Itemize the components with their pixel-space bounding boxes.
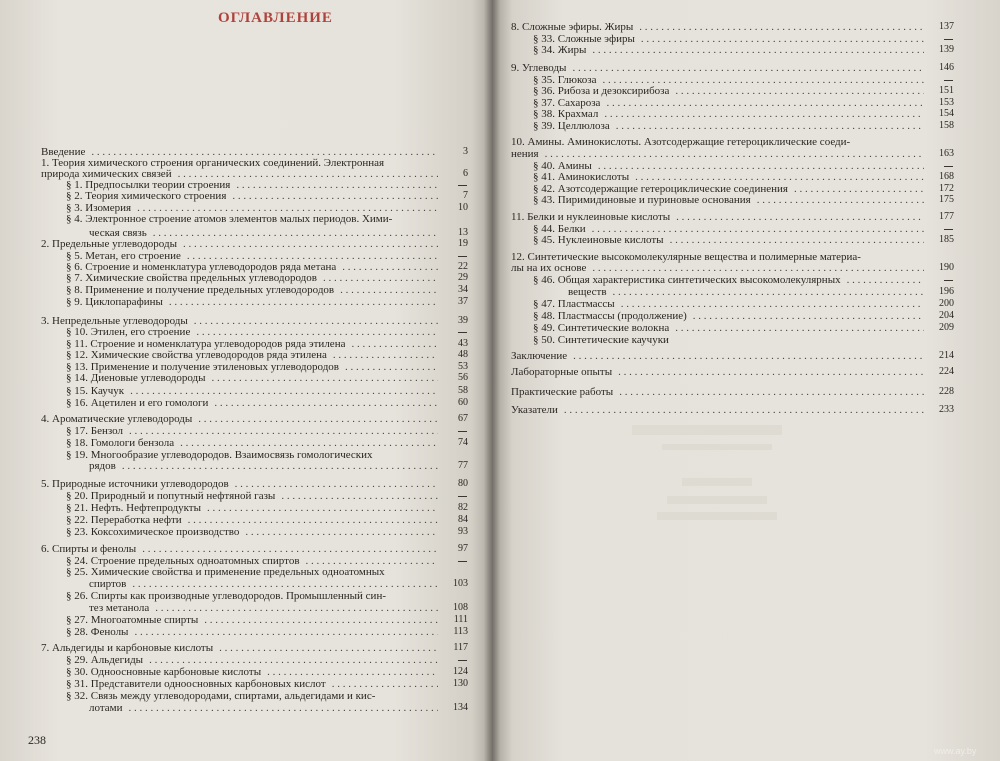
toc-entry [533,171,926,183]
toc-page-number: 153 [939,97,954,108]
leader-dots [613,286,924,298]
toc-entry-text: § 48. Пластмассы (продолжение) [533,310,687,322]
toc-entry-text: § 12. Химические свойства углеводородов ряда этилена [66,349,327,361]
toc-entry-text: веществ [568,286,607,298]
show-through-text [662,444,772,450]
toc-entry [89,460,440,472]
toc-entry [66,425,440,437]
show-through-text [657,512,777,520]
toc-entry [533,310,926,322]
toc-entry [41,413,440,425]
toc-entry [533,234,926,246]
toc-entry-text: § 29. Альдегиды [66,654,144,666]
leader-dots [129,425,438,437]
toc-entry [533,322,926,334]
toc-entry [66,397,440,409]
toc-entry [41,238,440,250]
toc-page-number: 200 [939,298,954,309]
leader-dots [592,262,924,274]
toc-entry [511,404,926,416]
toc-page-number: 139 [939,44,954,55]
toc-page-number: 82 [458,502,468,513]
leader-dots [340,284,438,296]
toc-page-number: 3 [463,146,468,157]
toc-page-number: 154 [939,108,954,119]
toc-entry-text: § 20. Природный и попутный нефтяной газы [66,490,276,502]
toc-page-number: 190 [939,262,954,273]
toc-page-number: 233 [939,404,954,415]
toc-page-number: 39 [458,315,468,326]
left-page [0,0,492,761]
toc-entry-text: § 45. Нуклеиновые кислоты [533,234,664,246]
leader-dots [129,702,438,714]
toc-page-number: 56 [458,372,468,383]
leader-dots [188,514,438,526]
ditto-dash [944,280,953,281]
toc-entry-text: § 4. Электронное строение атомов элементов малых периодов. Хими- [66,213,393,225]
toc-entry-text: § 36. Рибоза и дезоксирибоза [533,85,670,97]
toc-entry [511,262,926,274]
toc-page-number: 137 [939,21,954,32]
leader-dots [592,44,924,56]
toc-entry-text: § 15. Каучук [66,385,125,397]
toc-entry [66,284,440,296]
toc-entry [533,85,926,97]
toc-entry-text: § 25. Химические свойства и применение предельных одноатомных [66,566,385,578]
show-through-text [632,425,782,435]
toc-entry-text: Лабораторные опыты [511,366,613,378]
leader-dots [219,642,438,654]
leader-dots [169,296,438,308]
toc-entry [533,108,926,120]
toc-entry-text: § 47. Пластмассы [533,298,615,310]
leader-dots [573,350,924,362]
toc-entry-text: Указатели [511,404,558,416]
toc-page-number: 93 [458,526,468,537]
toc-page-number: 214 [939,350,954,361]
leader-dots [693,310,924,322]
leader-dots [619,386,924,398]
leader-dots [621,298,924,310]
toc-entry [511,148,926,160]
leader-dots [572,62,924,74]
leader-dots [670,234,924,246]
toc-page-number: 224 [939,366,954,377]
toc-entry-text: Введение [41,146,86,158]
toc-page-number: 29 [458,272,468,283]
toc-page-number: 74 [458,437,468,448]
leader-dots [333,349,438,361]
leader-dots [564,404,924,416]
leader-dots [267,666,438,678]
ditto-dash [944,80,953,81]
toc-page-number: 19 [458,238,468,249]
leader-dots [675,322,924,334]
show-through-text [682,478,752,486]
toc-entry-text: § 30. Одноосновные карбоновые кислоты [66,666,262,678]
toc-page-number: 84 [458,514,468,525]
toc-entry-text: § 26. Спирты как производные углеводородов. Промышленный син- [66,590,386,602]
toc-page-number: 97 [458,543,468,554]
toc-entry-text: 7. Альдегиды и карбоновые кислоты [41,642,214,654]
toc-entry [511,350,926,362]
toc-entry [66,326,440,338]
leader-dots [545,148,924,160]
toc-entry-text: 2. Предельные углеводороды [41,238,177,250]
leader-dots [639,21,924,33]
watermark: www.ay.by [934,746,977,756]
toc-entry [41,642,440,654]
leader-dots [132,578,438,590]
toc-entry-text: тез метанола [89,602,150,614]
toc-entry [66,614,440,626]
leader-dots [245,526,438,538]
toc-entry [41,478,440,490]
toc-page-number: 163 [939,148,954,159]
ditto-dash [458,496,467,497]
toc-entry [89,602,440,614]
toc-entry-text: § 33. Сложные эфиры [533,33,635,45]
toc-entry-text: § 43. Пиримидиновые и пуриновые основания [533,194,751,206]
toc-entry [533,274,926,286]
toc-entry [66,437,440,449]
toc-page-number: 48 [458,349,468,360]
toc-page-number: 151 [939,85,954,96]
toc-entry-text: 9. Углеводы [511,62,567,74]
toc-entry [66,502,440,514]
toc-entry [41,543,440,555]
ditto-dash [458,561,467,562]
leader-dots [676,211,924,223]
toc-entry-text: лотами [89,702,123,714]
toc-entry [66,296,440,308]
toc-entry-text: § 38. Крахмал [533,108,599,120]
leader-dots [635,171,924,183]
leader-dots [196,326,438,338]
toc-page-number: 209 [939,322,954,333]
ditto-dash [458,256,467,257]
toc-entry-text: § 50. Синтетические каучуки [533,334,669,346]
toc-entry [511,62,926,74]
toc-entry-text: § 5. Метан, его строение [66,250,181,262]
ditto-dash [944,39,953,40]
toc-entry [66,626,440,638]
toc-entry-text: 4. Ароматические углеводороды [41,413,193,425]
leader-dots [180,437,438,449]
toc-entry-text: природа химических связей [41,168,172,180]
leader-dots [155,602,438,614]
toc-entry [66,514,440,526]
toc-entry-text: § 9. Циклопарафины [66,296,163,308]
toc-entry-text: лы на их основе [511,262,587,274]
toc-entry-text: Практические работы [511,386,614,398]
toc-page-number: 168 [939,171,954,182]
toc-entry [66,666,440,678]
toc-entry-text: 10. Амины. Аминокислоты. Азотсодержащие гетероциклические соеди- [511,136,851,148]
leader-dots [332,678,438,690]
leader-dots [323,272,438,284]
leader-dots [847,274,924,286]
toc-page-number: 196 [939,286,954,297]
toc-page-number: 175 [939,194,954,205]
toc-entry-text: § 40. Амины [533,160,592,172]
leader-dots [149,654,438,666]
toc-entry-text: 11. Белки и нуклеиновые кислоты [511,211,671,223]
toc-page-number: 7 [463,190,468,201]
toc-entry-text: нения [511,148,539,160]
book-spine [484,0,500,761]
leader-dots [232,190,438,202]
leader-dots [618,366,924,378]
ditto-dash [458,431,467,432]
right-page [492,0,1000,761]
toc-entry [66,385,440,397]
toc-page-number: 37 [458,296,468,307]
toc-entry [511,136,926,148]
leader-dots [616,120,924,132]
toc-entry [533,44,926,56]
toc-entry-text: § 10. Этилен, его строение [66,326,191,338]
toc-entry-text: § 44. Белки [533,223,586,235]
leader-dots [122,460,438,472]
toc-entry-text: § 6. Строение и номенклатура углеводородов ряда метана [66,261,337,273]
leader-dots [212,372,438,384]
toc-entry-text: § 11. Строение и номенклатура углеводородов ряда этилена [66,338,346,350]
page-number: 238 [28,733,46,747]
toc-page-number: 113 [453,626,468,637]
toc-entry [568,286,926,298]
ditto-dash [458,660,467,661]
leader-dots [675,85,924,97]
toc-entry-text: § 19. Многообразие углеводородов. Взаимосвязь гомологических [66,449,373,461]
toc-entry-text: § 21. Нефть. Нефтепродукты [66,502,202,514]
leader-dots [142,543,438,555]
toc-entry-text: § 24. Строение предельных одноатомных спиртов [66,555,300,567]
toc-page-number: 53 [458,361,468,372]
toc-entry [66,190,440,202]
toc-page-number: 111 [453,614,468,625]
leader-dots [281,490,438,502]
toc-page-number: 177 [939,211,954,222]
toc-entry-text: 8. Сложные эфиры. Жиры [511,21,634,33]
toc-entry [511,386,926,398]
toc-entry-text: § 13. Применение и получение этиленовых углеводородов [66,361,339,373]
toc-page-number: 124 [453,666,468,677]
toc-page-number: 146 [939,62,954,73]
toc-entry-text: § 14. Диеновые углеводороды [66,372,206,384]
toc-heading: ОГЛАВЛЕНИЕ [218,10,333,26]
toc-entry-text: § 23. Коксохимическое производство [66,526,240,538]
leader-dots [604,108,924,120]
toc-page-number: 117 [453,642,468,653]
leader-dots [130,385,438,397]
toc-entry-text: § 1. Предпосылки теории строения [66,179,231,191]
leader-dots [134,626,438,638]
toc-entry [66,566,440,578]
toc-entry [533,120,926,132]
leader-dots [214,397,438,409]
toc-entry-text: § 46. Общая характеристика синтетических высокомолекулярных [533,274,841,286]
toc-entry-text: § 18. Гомологи бензола [66,437,175,449]
toc-entry [66,372,440,384]
toc-entry [66,678,440,690]
toc-page-number: 34 [458,284,468,295]
toc-page-number: 134 [453,702,468,713]
toc-entry [533,334,926,346]
toc-entry [66,690,440,702]
toc-entry [511,211,926,223]
toc-entry [66,590,440,602]
toc-entry [511,366,926,378]
toc-entry-text: Заключение [511,350,568,362]
toc-entry [66,213,440,225]
toc-entry-text: 1. Теория химического строения органических соединений. Электронная [41,157,385,169]
toc-page-number: 103 [453,578,468,589]
toc-entry [511,21,926,33]
toc-entry-text: § 34. Жиры [533,44,587,56]
toc-entry [66,349,440,361]
leader-dots [198,413,438,425]
toc-entry-text: § 35. Глюкоза [533,74,597,86]
toc-entry [533,194,926,206]
toc-entry-text: 5. Природные источники углеводородов [41,478,229,490]
toc-page-number: 158 [939,120,954,131]
toc-page-number: 10 [458,202,468,213]
toc-entry-text: § 32. Связь между углеводородами, спиртами, альдегидами и кис- [66,690,376,702]
toc-page-number: 13 [458,227,468,238]
toc-entry-text: рядов [89,460,116,472]
toc-page-number: 43 [458,338,468,349]
toc-page-number: 77 [458,460,468,471]
toc-entry-text: 12. Синтетические высокомолекулярные вещества и полимерные материа- [511,251,861,263]
toc-entry-text: § 8. Применение и получение предельных углеводородов [66,284,335,296]
toc-page-number: 60 [458,397,468,408]
leader-dots [207,502,438,514]
toc-entry-text: § 3. Изомерия [66,202,132,214]
toc-entry-text: § 2. Теория химического строения [66,190,227,202]
toc-page-number: 22 [458,261,468,272]
toc-entry-text: § 16. Ацетилен и его гомологи [66,397,209,409]
toc-entry [66,526,440,538]
ditto-dash [944,229,953,230]
toc-page-number: 80 [458,478,468,489]
toc-entry [66,654,440,666]
toc-entry [66,272,440,284]
toc-entry-text: § 42. Азотсодержащие гетероциклические соединения [533,183,788,195]
toc-entry-text: § 28. Фенолы [66,626,129,638]
toc-page-number: 172 [939,183,954,194]
toc-entry [533,298,926,310]
show-through-text [667,496,767,504]
toc-page-number: 204 [939,310,954,321]
toc-entry-text: 6. Спирты и фенолы [41,543,137,555]
toc-entry-text: § 7. Химические свойства предельных углеводородов [66,272,317,284]
toc-entry-text: § 39. Целлюлоза [533,120,610,132]
leader-dots [757,194,924,206]
toc-page-number: 130 [453,678,468,689]
toc-page-number: 67 [458,413,468,424]
toc-entry-text: § 37. Сахароза [533,97,601,109]
toc-page-number: 6 [463,168,468,179]
toc-entry-text: § 27. Многоатомные спирты [66,614,199,626]
toc-entry-text: § 41. Аминокислоты [533,171,630,183]
ditto-dash [944,166,953,167]
toc-entry-text: § 49. Синтетические волокна [533,322,670,334]
toc-entry-text: § 17. Бензол [66,425,123,437]
ditto-dash [458,332,467,333]
ditto-dash [458,185,467,186]
leader-dots [204,614,438,626]
leader-dots [235,478,438,490]
leader-dots [183,238,438,250]
toc-entry [66,490,440,502]
toc-page-number: 58 [458,385,468,396]
toc-entry [89,578,440,590]
toc-page-number: 108 [453,602,468,613]
toc-entry-text: ческая связь [89,227,147,239]
toc-entry-text: 3. Непредельные углеводороды [41,315,188,327]
toc-page-number: 228 [939,386,954,397]
toc-entry-text: спиртов [89,578,127,590]
toc-page-number: 185 [939,234,954,245]
toc-entry-text: § 31. Представители одноосновных карбоновых кислот [66,678,326,690]
toc-entry [89,702,440,714]
toc-entry-text: § 22. Переработка нефти [66,514,182,526]
